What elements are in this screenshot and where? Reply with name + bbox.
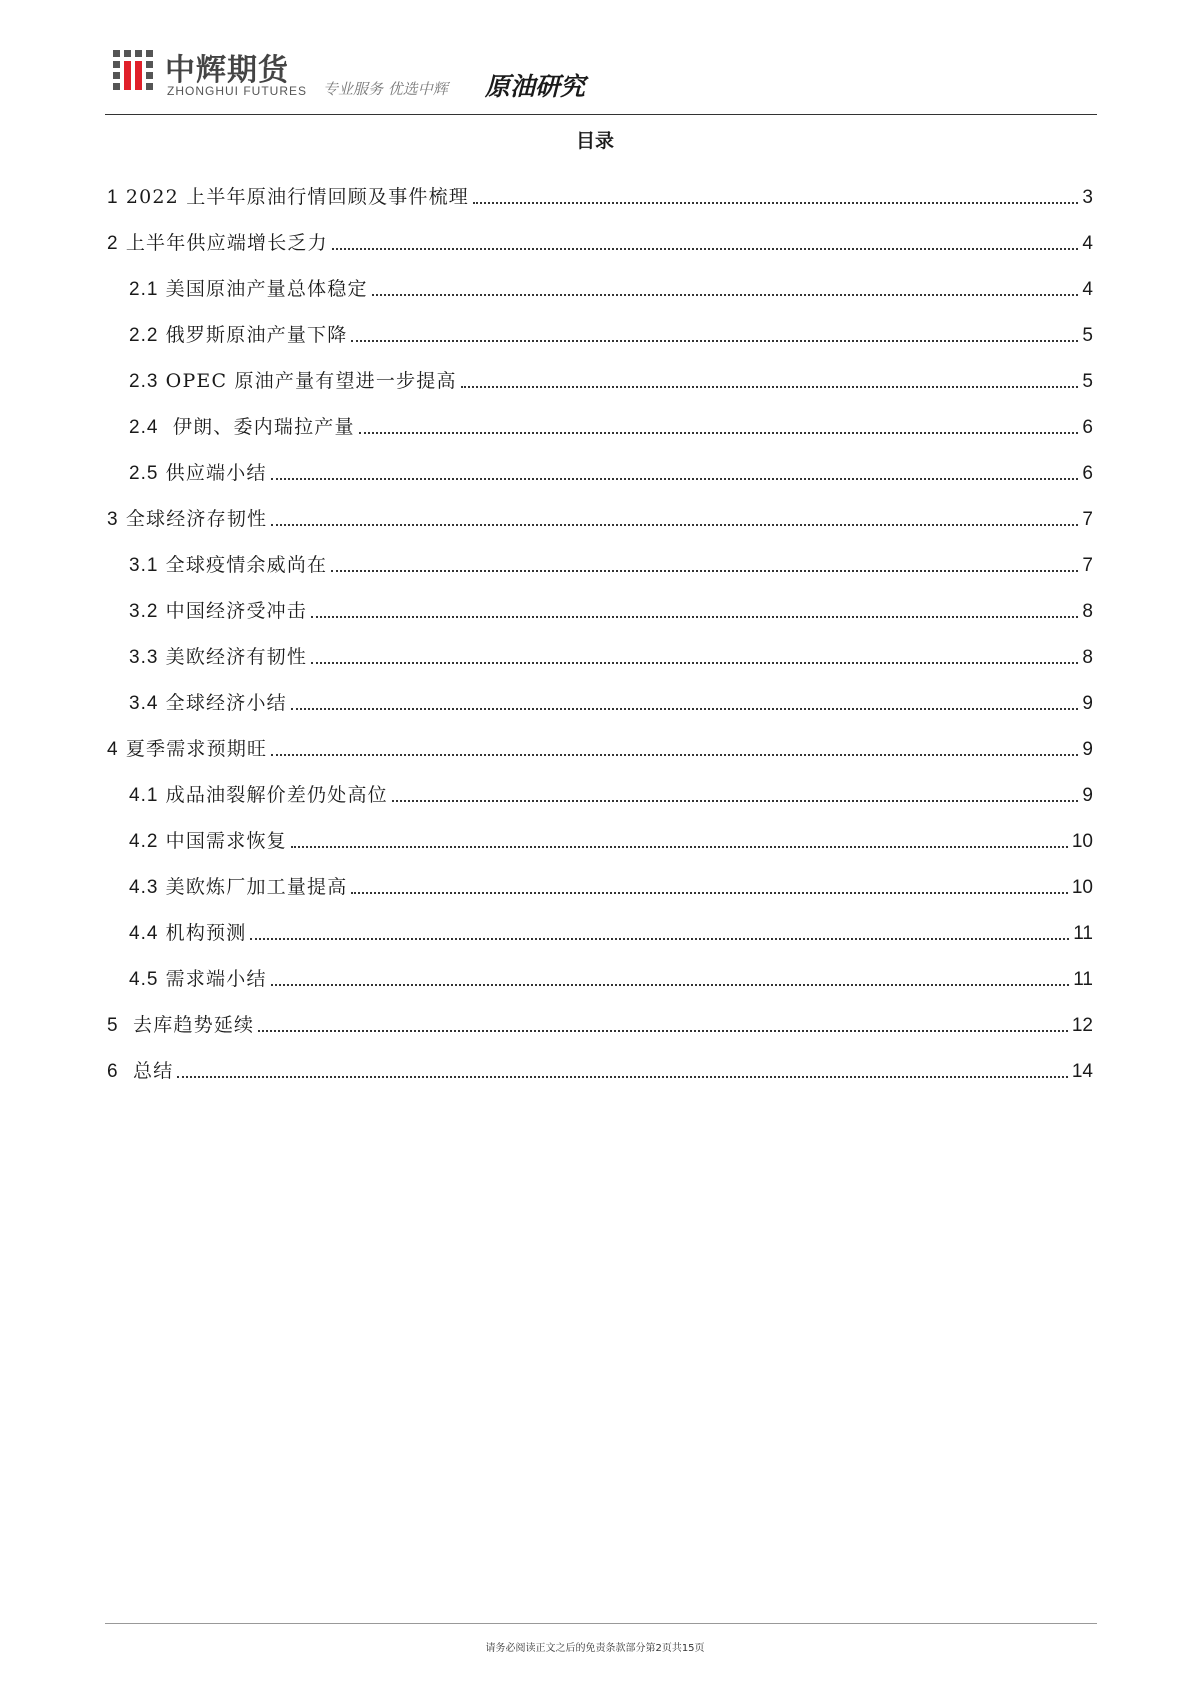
toc-entry[interactable] <box>107 485 1093 531</box>
toc-entry-label: 全球经济小结 <box>158 692 287 714</box>
toc-dot-leader <box>331 570 1078 572</box>
toc-entry-label: 2022 上半年原油行情回顾及事件梳理 <box>118 186 470 208</box>
toc-entry-number: 5 <box>107 1015 119 1036</box>
company-logo-english: ZHONGHUI FUTURES <box>167 84 307 98</box>
toc-entry-title <box>129 416 355 439</box>
toc-entry[interactable] <box>107 1037 1093 1083</box>
toc-page-number: 11 <box>1073 923 1093 944</box>
toc-entry-label: 夏季需求预期旺 <box>118 738 268 760</box>
toc-entry-number: 2.1 <box>129 279 159 300</box>
toc-dot-leader <box>271 524 1078 526</box>
toc-dot-leader <box>372 294 1079 296</box>
toc-dot-leader <box>258 1030 1068 1032</box>
toc-entry-label: 伊朗、委内瑞拉产量 <box>158 416 355 438</box>
toc-entry-title <box>129 876 347 899</box>
toc-entry-number: 3.2 <box>129 601 159 622</box>
header-divider <box>105 114 1097 115</box>
toc-entry-number: 2.3 <box>129 371 159 392</box>
table-of-contents <box>107 163 1093 1083</box>
toc-entry-label: 美欧经济有韧性 <box>158 646 308 668</box>
toc-entry-title <box>107 232 328 255</box>
toc-dot-leader <box>359 432 1079 434</box>
toc-dot-leader <box>311 662 1078 664</box>
toc-page-number: 6 <box>1082 463 1093 484</box>
toc-entry[interactable] <box>107 807 1093 853</box>
toc-entry-title <box>129 554 327 577</box>
toc-entry[interactable] <box>107 393 1093 439</box>
toc-entry-title <box>129 278 368 301</box>
toc-entry[interactable] <box>107 301 1093 347</box>
toc-entry[interactable] <box>107 761 1093 807</box>
toc-entry-title <box>129 370 457 393</box>
toc-entry-label: 去库趋势延续 <box>118 1014 255 1036</box>
toc-dot-leader <box>271 984 1070 986</box>
toc-page-number: 4 <box>1082 279 1093 300</box>
toc-entry-number: 3.3 <box>129 647 159 668</box>
toc-entry-title <box>107 1014 254 1037</box>
toc-entry[interactable] <box>107 347 1093 393</box>
toc-title: 目录 <box>575 130 614 152</box>
toc-entry-number: 4 <box>107 739 119 760</box>
toc-entry-label: 上半年供应端增长乏力 <box>118 232 328 254</box>
toc-entry-title <box>129 830 287 853</box>
toc-entry-title <box>107 508 267 531</box>
toc-entry-number: 2.2 <box>129 325 159 346</box>
toc-entry[interactable] <box>107 163 1093 209</box>
toc-entry-title <box>107 1060 173 1083</box>
toc-page-number: 8 <box>1082 647 1093 668</box>
toc-entry-label: 中国经济受冲击 <box>158 600 308 622</box>
toc-dot-leader <box>271 754 1078 756</box>
toc-entry[interactable] <box>107 531 1093 577</box>
toc-dot-leader <box>291 846 1068 848</box>
toc-entry-title <box>129 646 307 669</box>
toc-entry-label: OPEC 原油产量有望进一步提高 <box>158 370 457 392</box>
toc-dot-leader <box>351 892 1067 894</box>
toc-entry-label: 美国原油产量总体稳定 <box>158 278 368 300</box>
toc-entry-title <box>129 324 347 347</box>
toc-page-number: 3 <box>1082 187 1093 208</box>
toc-entry-label: 中国需求恢复 <box>158 830 287 852</box>
footer-disclaimer: 请务必阅读正文之后的免责条款部分第2页共15页 <box>485 1643 705 1654</box>
toc-entry-label: 总结 <box>118 1060 174 1082</box>
toc-entry-number: 4.1 <box>129 785 159 806</box>
zhonghui-logo-icon <box>113 50 153 90</box>
toc-entry[interactable] <box>107 715 1093 761</box>
toc-dot-leader <box>351 340 1078 342</box>
toc-entry-number: 3.4 <box>129 693 159 714</box>
toc-dot-leader <box>392 800 1079 802</box>
toc-dot-leader <box>311 616 1078 618</box>
toc-entry[interactable] <box>107 945 1093 991</box>
company-logo-text: 中辉期货 <box>165 53 289 88</box>
toc-entry-number: 4.3 <box>129 877 159 898</box>
toc-dot-leader <box>271 478 1079 480</box>
toc-entry-number: 3.1 <box>129 555 159 576</box>
toc-entry-title <box>129 692 287 715</box>
toc-entry-label: 需求端小结 <box>158 968 267 990</box>
toc-page-number: 10 <box>1071 831 1093 852</box>
toc-page-number: 11 <box>1073 969 1093 990</box>
toc-dot-leader <box>250 938 1069 940</box>
toc-entry-number: 6 <box>107 1061 119 1082</box>
toc-entry-number: 2.4 <box>129 417 159 438</box>
footer-divider <box>105 1623 1097 1624</box>
toc-entry-label: 俄罗斯原油产量下降 <box>158 324 348 346</box>
toc-entry-label: 成品油裂解价差仍处高位 <box>158 784 388 806</box>
toc-entry[interactable] <box>107 255 1093 301</box>
toc-page-number: 7 <box>1082 509 1093 530</box>
toc-entry-number: 4.4 <box>129 923 159 944</box>
toc-entry-title <box>129 462 267 485</box>
toc-entry-number: 4.5 <box>129 969 159 990</box>
toc-page-number: 5 <box>1082 325 1093 346</box>
toc-dot-leader <box>473 202 1078 204</box>
toc-entry-title <box>129 784 388 807</box>
toc-page-number: 7 <box>1082 555 1093 576</box>
toc-page-number: 14 <box>1071 1061 1093 1082</box>
toc-entry[interactable] <box>107 899 1093 945</box>
toc-page-number: 9 <box>1082 739 1093 760</box>
toc-entry-number: 2.5 <box>129 463 159 484</box>
toc-dot-leader <box>461 386 1079 388</box>
toc-dot-leader <box>291 708 1079 710</box>
toc-entry-label: 全球经济存韧性 <box>118 508 268 530</box>
toc-page-number: 5 <box>1082 371 1093 392</box>
toc-page-number: 8 <box>1082 601 1093 622</box>
toc-entry-number: 4.2 <box>129 831 159 852</box>
toc-page-number: 4 <box>1082 233 1093 254</box>
toc-entry-title <box>129 968 267 991</box>
toc-entry[interactable] <box>107 623 1093 669</box>
toc-entry-number: 1 <box>107 187 119 208</box>
toc-entry[interactable] <box>107 853 1093 899</box>
toc-entry-number: 3 <box>107 509 119 530</box>
toc-page-number: 6 <box>1082 417 1093 438</box>
toc-entry-label: 全球疫情余威尚在 <box>158 554 328 576</box>
toc-page-number: 9 <box>1082 785 1093 806</box>
toc-entry[interactable] <box>107 577 1093 623</box>
toc-entry-title <box>107 738 267 761</box>
toc-entry[interactable] <box>107 669 1093 715</box>
company-slogan: 专业服务 优选中辉 <box>323 80 448 98</box>
toc-entry-number: 2 <box>107 233 119 254</box>
report-type-title: 原油研究 <box>485 72 586 101</box>
toc-page-number: 12 <box>1071 1015 1093 1036</box>
toc-entry-label: 供应端小结 <box>158 462 267 484</box>
toc-entry-label: 机构预测 <box>158 922 247 944</box>
toc-page-number: 9 <box>1082 693 1093 714</box>
toc-dot-leader <box>177 1076 1067 1078</box>
toc-page-number: 10 <box>1071 877 1093 898</box>
toc-entry-label: 美欧炼厂加工量提高 <box>158 876 348 898</box>
toc-entry-title <box>129 600 307 623</box>
toc-entry[interactable] <box>107 439 1093 485</box>
toc-entry[interactable] <box>107 991 1093 1037</box>
page-header <box>105 40 1097 114</box>
toc-entry[interactable] <box>107 209 1093 255</box>
toc-entry-title <box>129 922 246 945</box>
toc-dot-leader <box>332 248 1079 250</box>
toc-entry-title <box>107 186 469 209</box>
